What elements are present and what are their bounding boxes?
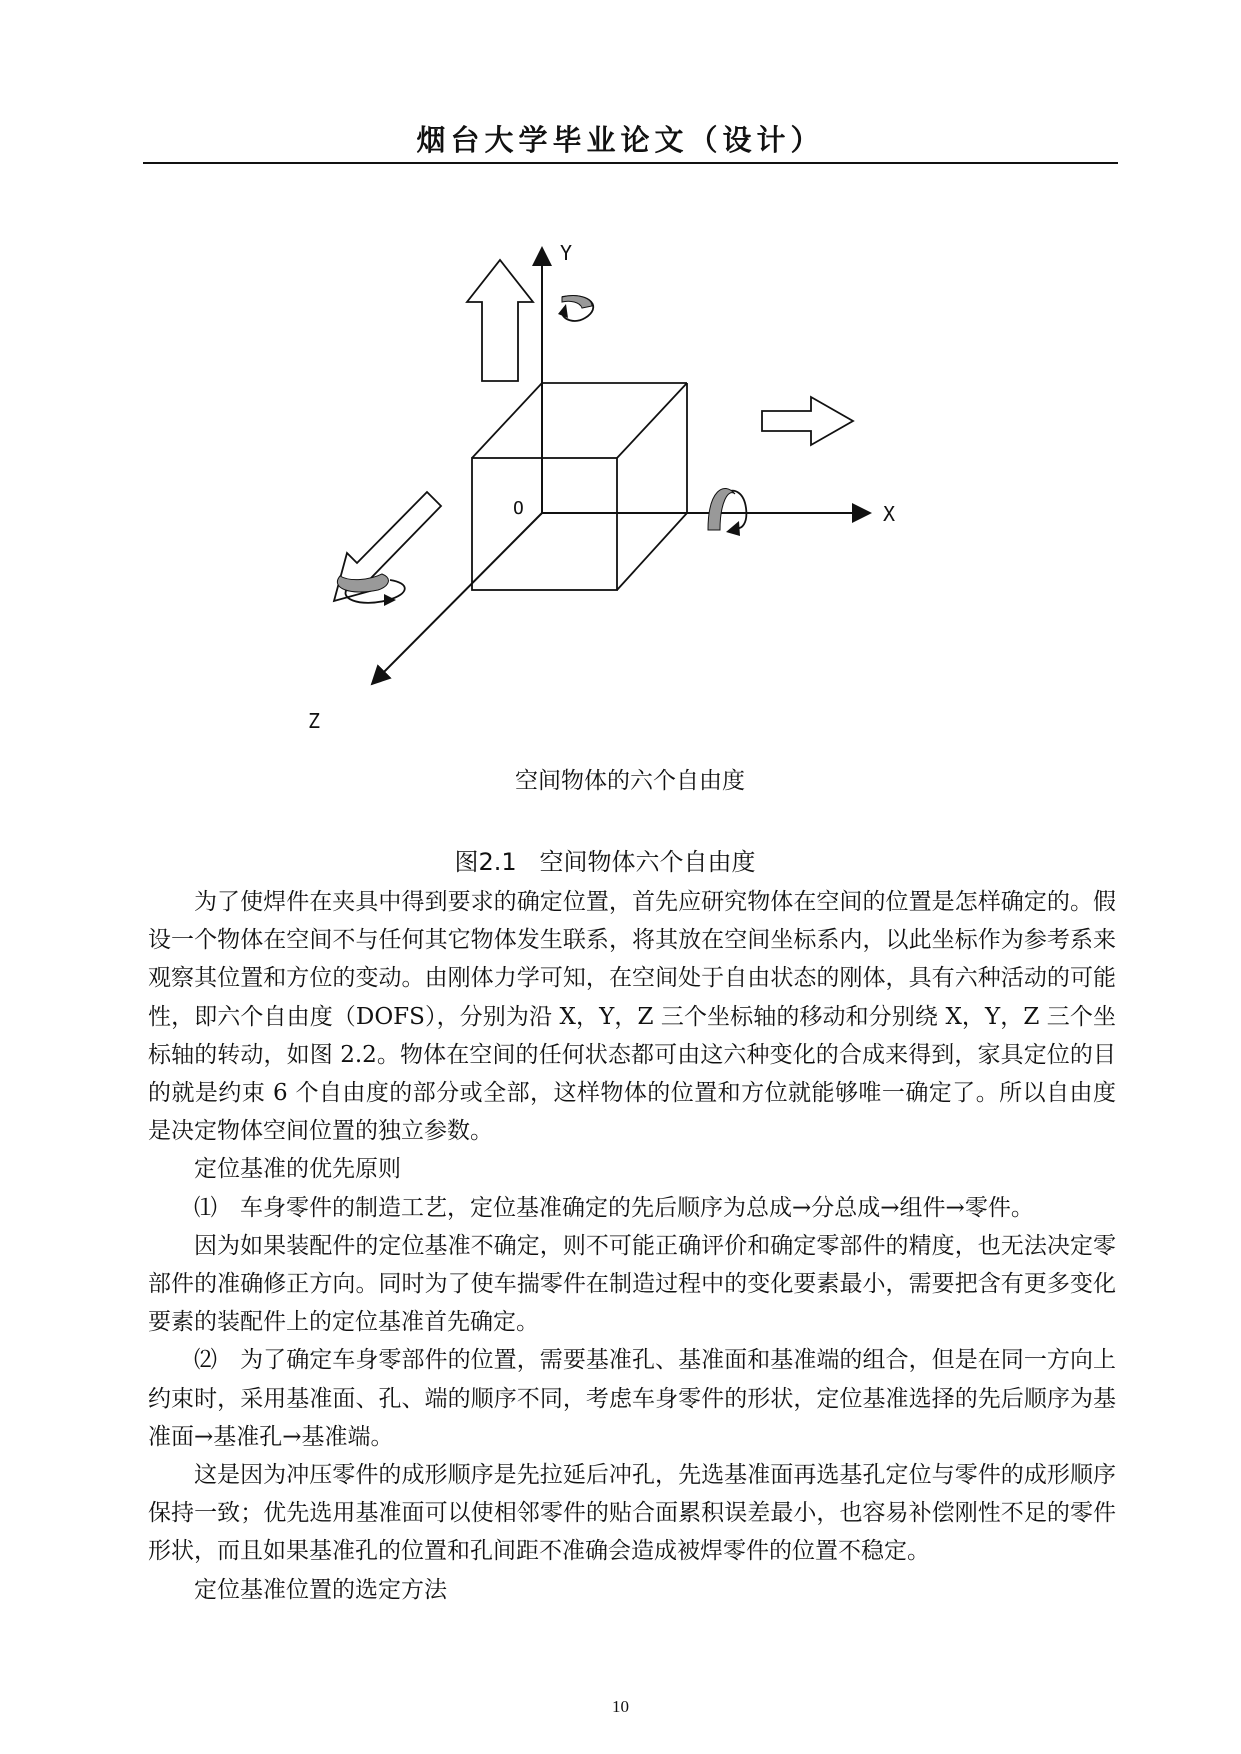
figure-caption: 图2.1 空间物体六个自由度 xyxy=(454,848,756,876)
page-header-title: 烟台大学毕业论文（设计） xyxy=(416,123,825,157)
y-axis-label: Y xyxy=(560,241,573,265)
body-paragraph: ⑵ 为了确定车身零部件的位置，需要基准孔、基准面和基准端的组合，但是在同一方向上约束时，采用基准面、孔、端的顺序不同，考虑车身零件的形状，定位基准选择的先后顺序为基准面→基准孔→基准端。 xyxy=(148,1347,1116,1450)
z-axis-label: Z xyxy=(308,709,321,733)
body-paragraph: 因为如果装配件的定位基准不确定，则不可能正确评价和确定零部件的精度，也无法决定零部件的准确修正方向。同时为了使车揣零件在制造过程中的变化要素最小，需要把含有更多变化要素的装配件上的定位基准首先确定。 xyxy=(148,1232,1116,1336)
section-heading: 定位基准位置的选定方法 xyxy=(194,1576,447,1603)
origin-label: O xyxy=(513,498,524,519)
dof-diagram xyxy=(308,238,930,808)
body-text xyxy=(148,883,1116,1609)
header-divider xyxy=(143,162,1118,164)
section-heading: 定位基准的优先原则 xyxy=(194,1156,401,1183)
x-axis-label: X xyxy=(883,502,896,526)
y-rotation-arrow xyxy=(558,296,593,321)
y-translation-arrow xyxy=(467,260,533,381)
figure-inner-caption: 空间物体的六个自由度 xyxy=(515,768,745,794)
dof-figure xyxy=(308,238,930,808)
page-number: 10 xyxy=(612,1697,629,1716)
body-paragraph: 这是因为冲压零件的成形顺序是先拉延后冲孔，先选基准面再选基孔定位与零件的成形顺序保持一致；优先选用基准面可以使相邻零件的贴合面累积误差最小，也容易补偿刚性不足的零件形状，而且如果基准孔的位置和孔间距不准确会造成被焊零件的位置不稳定。 xyxy=(148,1462,1116,1565)
cube xyxy=(472,383,687,590)
z-rotation-arrow xyxy=(337,574,404,606)
x-translation-arrow xyxy=(762,397,853,445)
body-paragraph: 为了使焊件在夹具中得到要求的确定位置，首先应研究物体在空间的位置是怎样确定的。假设一个物体在空间不与任何其它物体发生联系，将其放在空间坐标系内，以此坐标作为参考系来观察其位置和方位的变动。由刚体力学可知，在空间处于自由状态的刚体，具有六种活动的可能性，即六个自由度（DOFS），分别为沿 X，Y，Z 三个坐标轴的移动和分别绕 X，Y，Z 三个坐标轴的转动，如图 2.2。物体在空间的任何状态都可由这六种变化的合成来得到，家具定位的目的就是约束 6 个自由度的部分或全部，这样物体的位置和方位就能够唯一确定了。所以自由度是决定物体空间位置的独立参数。 xyxy=(148,889,1116,1145)
body-paragraph: ⑴ 车身零件的制造工艺，定位基准确定的先后顺序为总成→分总成→组件→零件。 xyxy=(194,1194,1034,1221)
